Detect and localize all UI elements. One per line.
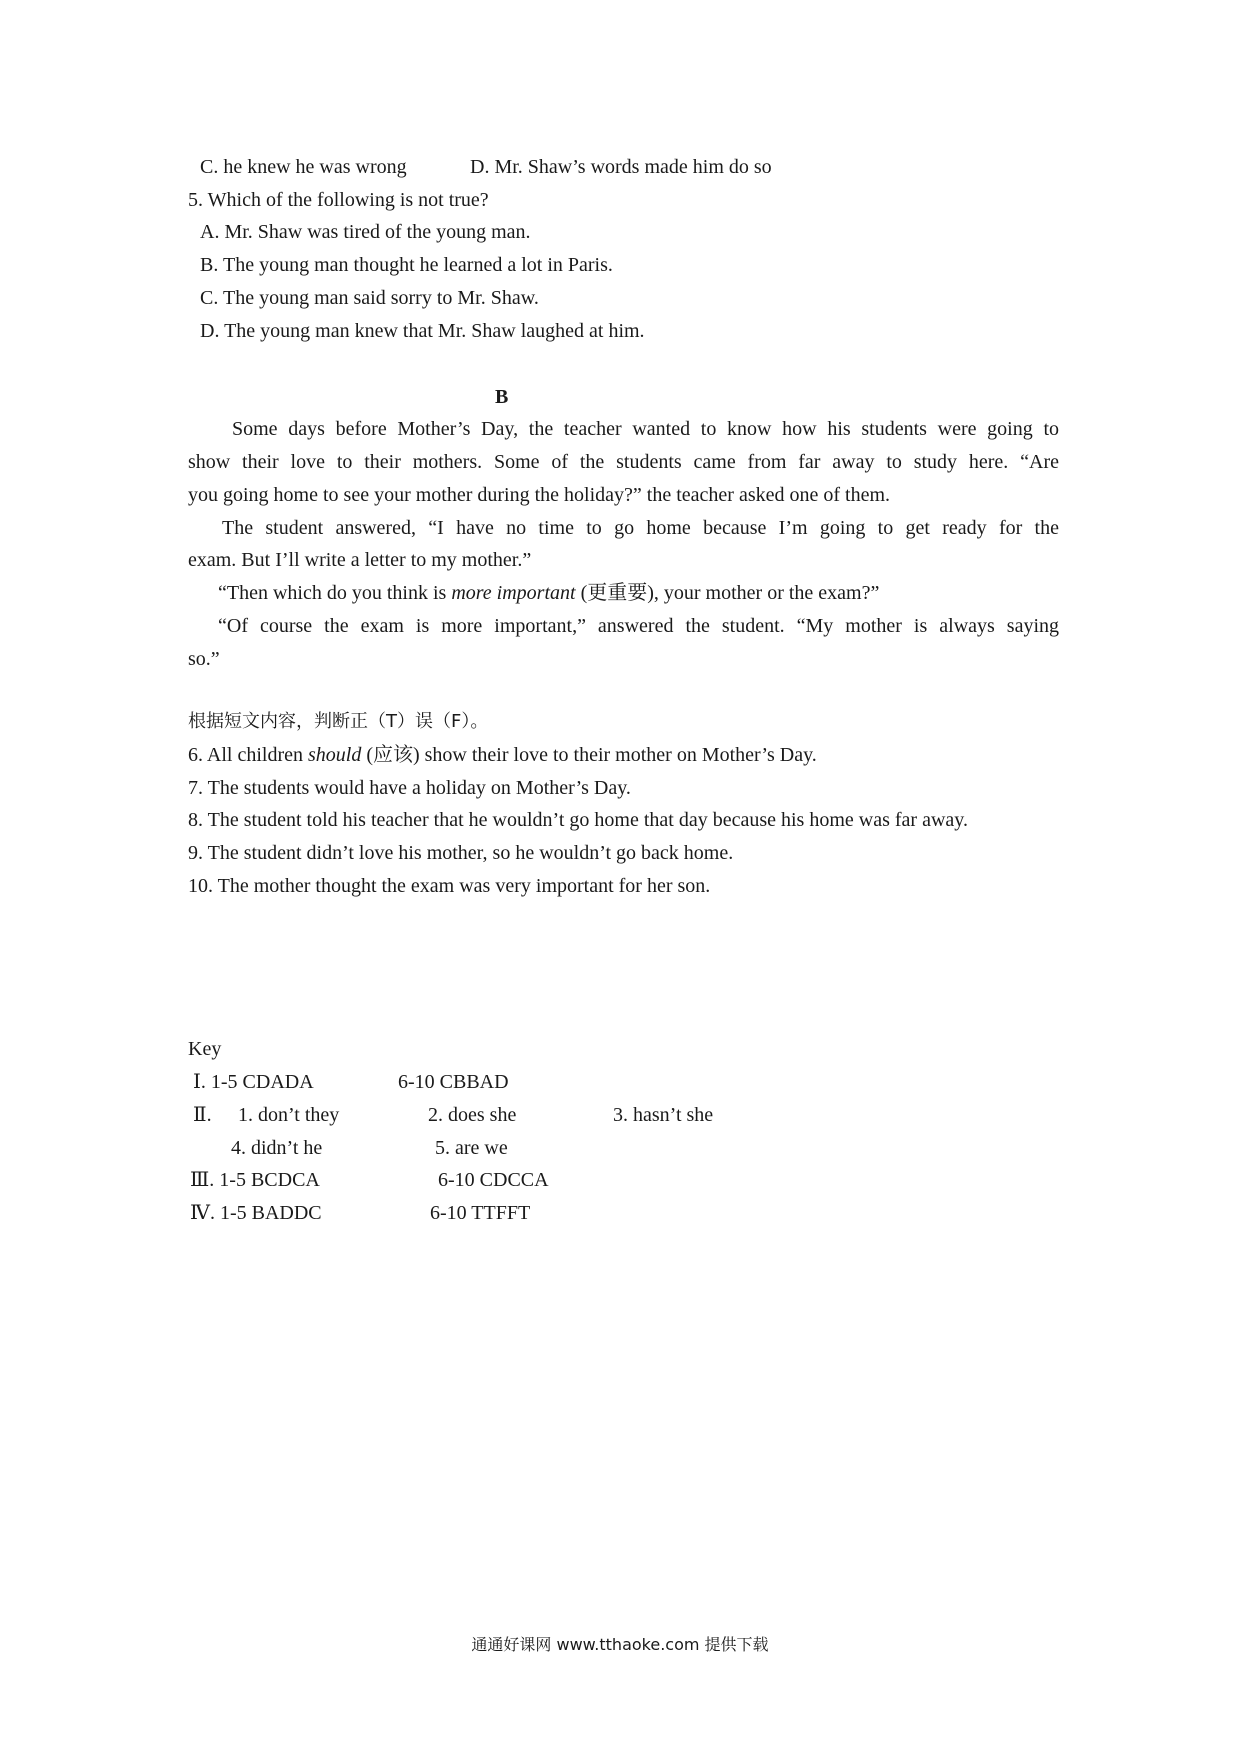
passage-p1-line2: show their love to their mothers. Some of the students came from far away to study here. “Are xyxy=(188,451,1059,473)
tf-q6-post: (应该) show their love to their mother on Mother’s Day. xyxy=(361,744,817,766)
passage-p1-line1: Some days before Mother’s Day, the teacher wanted to know how his students were going to xyxy=(232,418,1059,440)
q5-option-c: C. The young man said sorry to Mr. Shaw. xyxy=(200,287,539,309)
q5-option-b: B. The young man thought he learned a lot in Paris. xyxy=(200,254,613,276)
passage-p4-line1: “Of course the exam is more important,” answered the student. “My mother is always saying xyxy=(218,615,1059,637)
passage-p3-italic: more important xyxy=(451,582,576,604)
tf-q7: 7. The students would have a holiday on Mother’s Day. xyxy=(188,777,631,799)
passage-p3 xyxy=(218,580,879,606)
page-footer: 通通好课网 www.tthaoke.com 提供下载 xyxy=(471,1635,769,1654)
q4-option-c: C. he knew he was wrong xyxy=(200,156,407,178)
tf-q8: 8. The student told his teacher that he wouldn’t go home that day because his home was far away. xyxy=(188,809,968,831)
key-row3-b: 5. are we xyxy=(435,1137,508,1159)
passage-p2-line2: exam. But I’ll write a letter to my mother.” xyxy=(188,549,532,571)
q4-option-d: D. Mr. Shaw’s words made him do so xyxy=(470,156,772,178)
key-row2-label: Ⅱ. xyxy=(193,1104,212,1126)
key-row2-a: 1. don’t they xyxy=(238,1104,340,1126)
key-row4-label: Ⅲ. 1-5 BCDCA xyxy=(190,1169,320,1191)
passage-p4-line2: so.” xyxy=(188,648,220,670)
key-title: Key xyxy=(188,1038,222,1060)
tf-q6-italic: should xyxy=(307,744,362,766)
key-row3-a: 4. didn’t he xyxy=(231,1137,323,1159)
tf-instruction: 根据短文内容，判断正（T）误（F）。 xyxy=(188,711,489,732)
passage-p3-post: (更重要), your mother or the exam?” xyxy=(575,582,880,604)
key-row2-c: 3. hasn’t she xyxy=(613,1104,714,1126)
key-row1-second: 6-10 CBBAD xyxy=(398,1071,509,1093)
passage-p2-line1: The student answered, “I have no time to go home because I’m going to get ready for the xyxy=(222,517,1059,539)
key-row4-second: 6-10 CDCCA xyxy=(438,1169,549,1191)
tf-q6-pre: 6. All children xyxy=(188,744,308,766)
key-row5-label: Ⅳ. 1-5 BADDC xyxy=(190,1202,322,1224)
section-b-heading: B xyxy=(495,386,509,408)
passage-p3-pre: “Then which do you think is xyxy=(218,582,452,604)
key-row5-second: 6-10 TTFFT xyxy=(430,1202,531,1224)
q5-option-d: D. The young man knew that Mr. Shaw laughed at him. xyxy=(200,320,645,342)
q5-stem: 5. Which of the following is not true? xyxy=(188,189,489,211)
tf-q10: 10. The mother thought the exam was very important for her son. xyxy=(188,875,711,897)
q5-option-a: A. Mr. Shaw was tired of the young man. xyxy=(200,221,531,243)
key-row2-b: 2. does she xyxy=(428,1104,517,1126)
passage-p1-line3: you going home to see your mother during the holiday?” the teacher asked one of them. xyxy=(188,484,891,506)
key-row1-label: Ⅰ. 1-5 CDADA xyxy=(193,1071,314,1093)
tf-q6 xyxy=(188,742,817,768)
tf-q9: 9. The student didn’t love his mother, so he wouldn’t go back home. xyxy=(188,842,734,864)
